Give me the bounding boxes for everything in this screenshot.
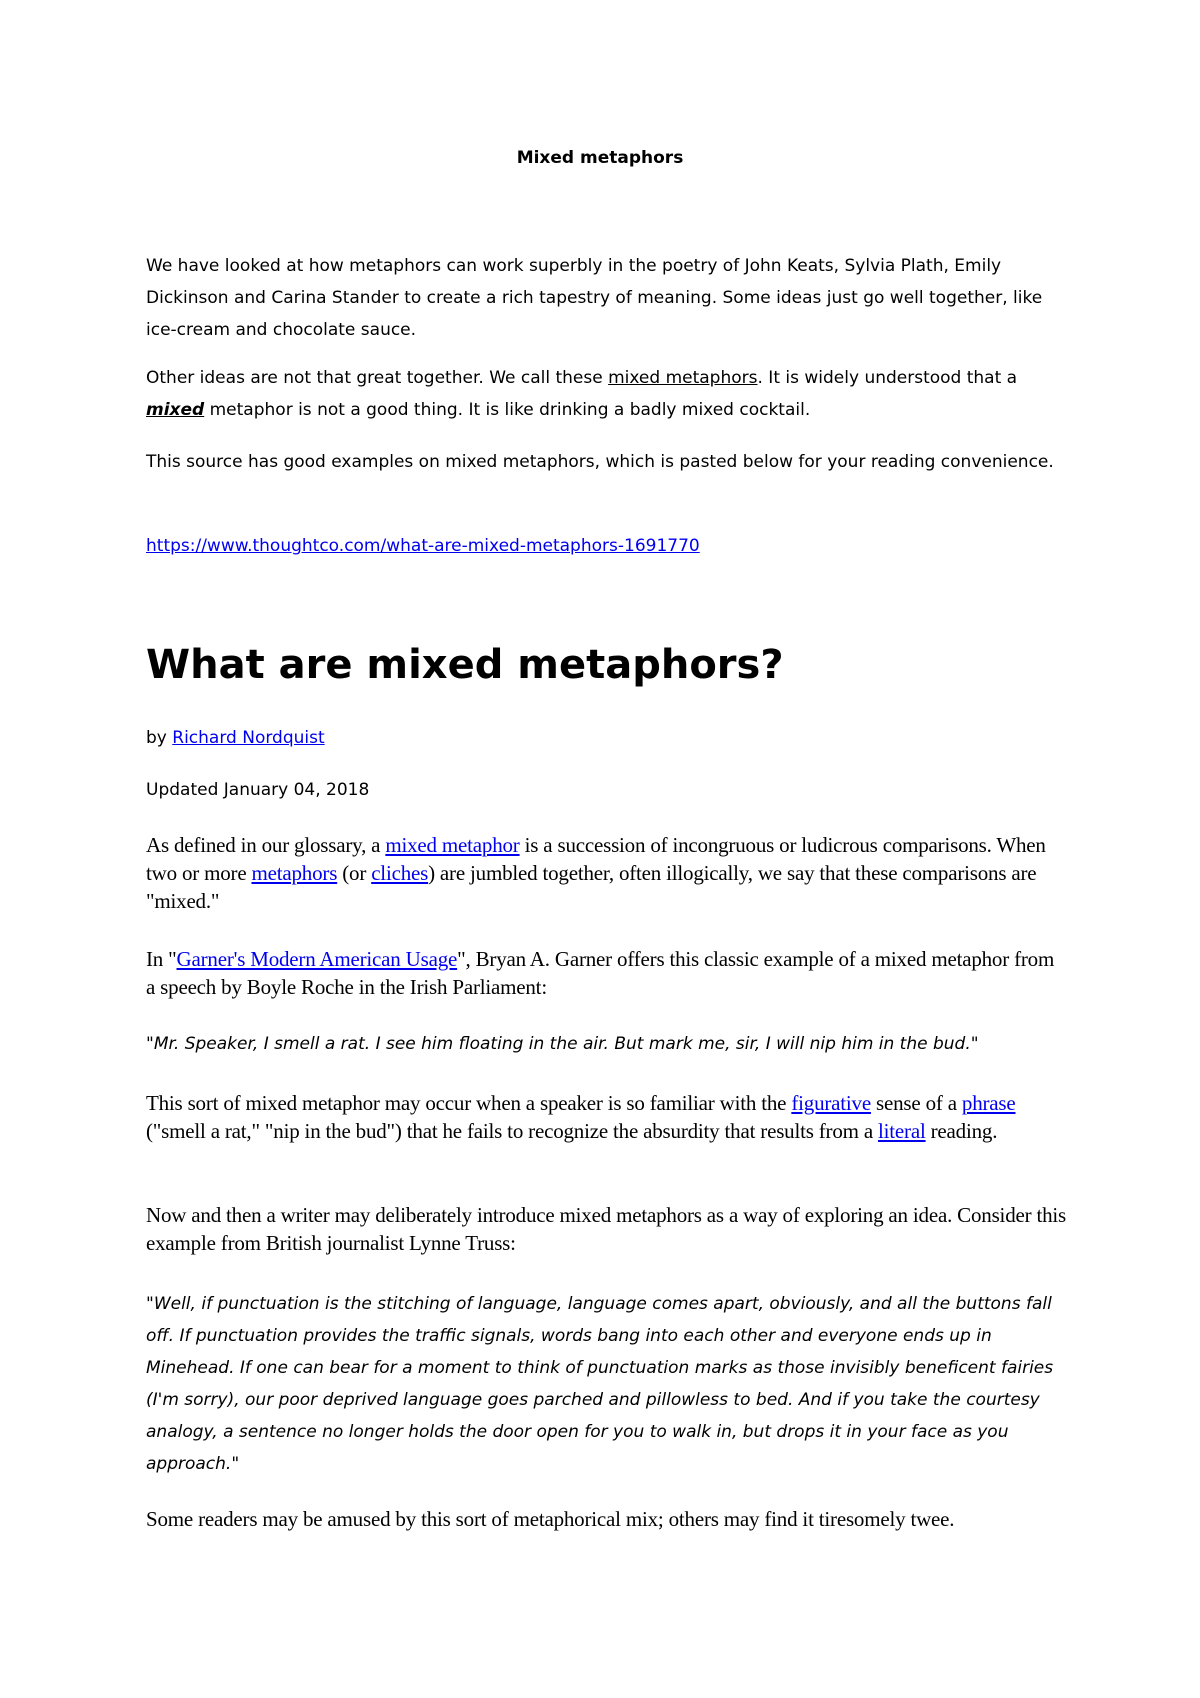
p1-text-a: As defined in our glossary, a	[146, 833, 386, 857]
phrase-link[interactable]: phrase	[961, 1091, 1016, 1115]
intro-paragraph-2	[146, 362, 1066, 426]
garners-usage-link[interactable]: Garner's Modern American Usage	[176, 947, 458, 971]
mixed-emphasis: mixed	[146, 400, 205, 420]
article-paragraph-3	[146, 1089, 1066, 1145]
intro-p2-text-a: Other ideas are not that great together. We call these	[146, 368, 609, 388]
document-title: Mixed metaphors	[516, 148, 684, 168]
p2-text-a: In "	[146, 947, 177, 971]
article-paragraph-5: Some readers may be amused by this sort of metaphorical mix; others may find it tiresomely twee.	[146, 1507, 955, 1531]
author-link[interactable]: Richard Nordquist	[172, 728, 325, 748]
article-updated-date: Updated January 04, 2018	[146, 780, 370, 800]
article-paragraph-4: Now and then a writer may deliberately introduce mixed metaphors as a way of exploring an idea. Consider this example from British journalist Lynne Truss:	[146, 1203, 1067, 1255]
article-paragraph-1	[146, 831, 1066, 915]
source-link-paragraph	[146, 530, 1066, 562]
p3-text-c: ("smell a rat," "nip in the bud") that he fails to recognize the absurdity that results from a	[146, 1119, 878, 1143]
literal-link[interactable]: literal	[878, 1119, 926, 1143]
mixed-metaphor-link[interactable]: mixed metaphor	[385, 833, 520, 857]
article-paragraph-2	[146, 945, 1066, 1001]
article-byline	[146, 722, 1066, 754]
p1-text-d: ) are jumbled together, often illogically, we say that these comparisons are "mixed."	[146, 861, 1037, 913]
p1-text-b: is a succession of incongruous or ludicrous comparisons. When two or more	[146, 833, 1046, 885]
metaphors-link[interactable]: metaphors	[251, 861, 338, 885]
p3-text-d: reading.	[925, 1119, 998, 1143]
figurative-link[interactable]: figurative	[791, 1091, 871, 1115]
p2-text-b: ", Bryan A. Garner offers this classic example of a mixed metaphor from a speech by Boyle Roche in the Irish Parliament:	[146, 947, 1055, 999]
intro-paragraph-3: This source has good examples on mixed metaphors, which is pasted below for your reading convenience.	[146, 452, 1054, 472]
p1-text-c: (or	[337, 861, 372, 885]
intro-paragraph-1: We have looked at how metaphors can work superbly in the poetry of John Keats, Sylvia Plath, Emily Dickinson and Carina Stander to create a rich tapestry of meaning. Some ideas just go well together, like ice-cream and chocolate sauce.	[146, 256, 1043, 340]
byline-prefix: by	[146, 728, 173, 748]
p3-text-a: This sort of mixed metaphor may occur when a speaker is so familiar with the	[146, 1091, 792, 1115]
quote-roche: "Mr. Speaker, I smell a rat. I see him floating in the air. But mark me, sir, I will nip him in the bud."	[146, 1034, 979, 1054]
intro-p2-text-b: . It is widely understood that a	[757, 368, 1018, 388]
mixed-metaphors-underlined: mixed metaphors	[608, 368, 758, 388]
source-link[interactable]: https://www.thoughtco.com/what-are-mixed-metaphors-1691770	[146, 536, 700, 556]
intro-p2-text-c: metaphor is not a good thing. It is like drinking a badly mixed cocktail.	[204, 400, 811, 420]
p3-text-b: sense of a	[870, 1091, 962, 1115]
article-heading: What are mixed metaphors?	[146, 642, 784, 688]
quote-truss: "Well, if punctuation is the stitching of language, language comes apart, obviously, and all the buttons fall off. If punctuation provides the traffic signals, words bang into each other and everyone ends up in Minehead. If one can bear for a moment to think of punctuation marks as those invisibly beneficent fairies (I'm sorry), our poor deprived language goes parched and pillowless to bed. And if you take the courtesy analogy, a sentence no longer holds the door open for you to walk in, but drops it in your face as you approach."	[146, 1294, 1054, 1474]
cliches-link[interactable]: cliches	[371, 861, 429, 885]
